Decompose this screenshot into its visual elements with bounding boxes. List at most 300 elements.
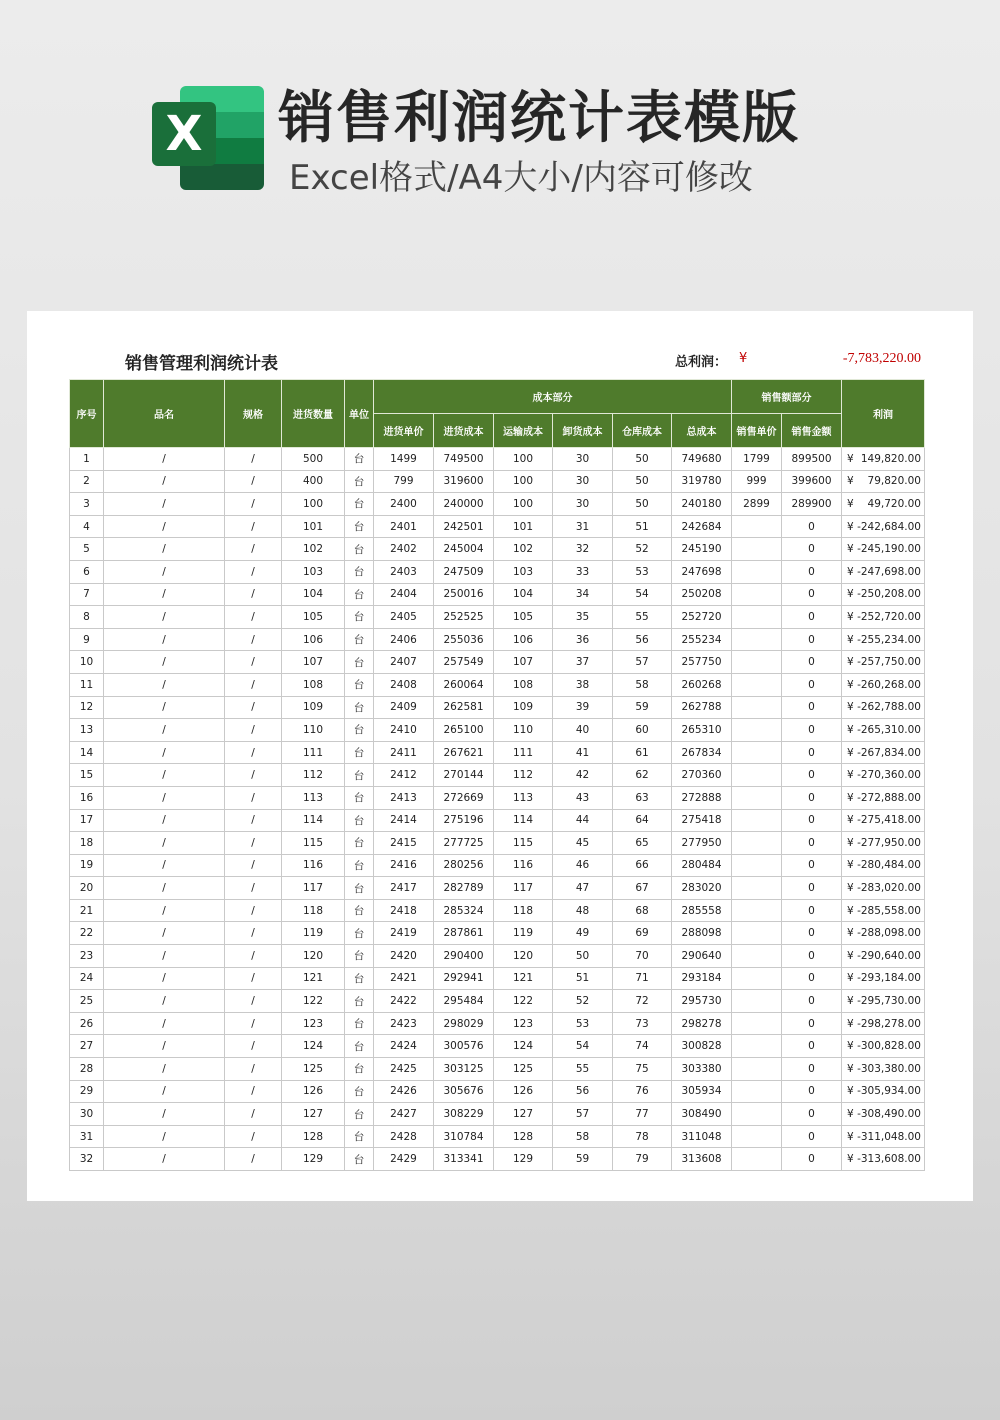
cell-name[interactable]: / bbox=[104, 1125, 225, 1148]
cell-name[interactable]: / bbox=[104, 967, 225, 990]
cell-sale-price[interactable] bbox=[732, 1035, 782, 1058]
cell-total-cost[interactable]: 303380 bbox=[672, 1058, 732, 1081]
cell-unload-cost[interactable]: 54 bbox=[553, 1035, 613, 1058]
cell-unit[interactable]: 台 bbox=[345, 470, 374, 493]
cell-seq[interactable]: 11 bbox=[70, 673, 104, 696]
cell-unit[interactable]: 台 bbox=[345, 832, 374, 855]
cell-qty[interactable]: 120 bbox=[282, 945, 345, 968]
cell-profit[interactable] bbox=[842, 967, 925, 990]
cell-spec[interactable]: / bbox=[225, 809, 282, 832]
cell-purchase-cost[interactable]: 319600 bbox=[434, 470, 494, 493]
cell-seq[interactable]: 22 bbox=[70, 922, 104, 945]
cell-seq[interactable]: 6 bbox=[70, 560, 104, 583]
cell-total-cost[interactable]: 265310 bbox=[672, 719, 732, 742]
cell-seq[interactable]: 10 bbox=[70, 651, 104, 674]
cell-profit[interactable] bbox=[842, 832, 925, 855]
cell-transport-cost[interactable]: 128 bbox=[494, 1125, 553, 1148]
cell-name[interactable]: / bbox=[104, 448, 225, 471]
cell-transport-cost[interactable]: 124 bbox=[494, 1035, 553, 1058]
cell-purchase-cost[interactable]: 277725 bbox=[434, 832, 494, 855]
cell-profit[interactable] bbox=[842, 470, 925, 493]
cell-total-cost[interactable]: 285558 bbox=[672, 899, 732, 922]
cell-sale-amount[interactable]: 0 bbox=[782, 1103, 842, 1126]
cell-spec[interactable]: / bbox=[225, 673, 282, 696]
cell-seq[interactable]: 21 bbox=[70, 899, 104, 922]
cell-purchase-cost[interactable]: 247509 bbox=[434, 560, 494, 583]
cell-unload-cost[interactable]: 32 bbox=[553, 538, 613, 561]
cell-spec[interactable]: / bbox=[225, 1012, 282, 1035]
cell-spec[interactable]: / bbox=[225, 515, 282, 538]
cell-transport-cost[interactable]: 104 bbox=[494, 583, 553, 606]
cell-purchase-cost[interactable]: 313341 bbox=[434, 1148, 494, 1171]
cell-sale-amount[interactable]: 0 bbox=[782, 719, 842, 742]
cell-name[interactable]: / bbox=[104, 786, 225, 809]
cell-unit-price[interactable]: 2417 bbox=[374, 877, 434, 900]
cell-total-cost[interactable]: 290640 bbox=[672, 945, 732, 968]
cell-unit-price[interactable]: 2419 bbox=[374, 922, 434, 945]
cell-unload-cost[interactable]: 41 bbox=[553, 741, 613, 764]
cell-seq[interactable]: 23 bbox=[70, 945, 104, 968]
cell-name[interactable]: / bbox=[104, 651, 225, 674]
cell-name[interactable]: / bbox=[104, 1012, 225, 1035]
cell-transport-cost[interactable]: 102 bbox=[494, 538, 553, 561]
cell-spec[interactable]: / bbox=[225, 560, 282, 583]
cell-qty[interactable]: 125 bbox=[282, 1058, 345, 1081]
cell-spec[interactable]: / bbox=[225, 899, 282, 922]
cell-unload-cost[interactable]: 44 bbox=[553, 809, 613, 832]
cell-qty[interactable]: 103 bbox=[282, 560, 345, 583]
cell-total-cost[interactable]: 275418 bbox=[672, 809, 732, 832]
cell-name[interactable]: / bbox=[104, 922, 225, 945]
cell-sale-price[interactable] bbox=[732, 764, 782, 787]
cell-name[interactable]: / bbox=[104, 764, 225, 787]
cell-seq[interactable]: 14 bbox=[70, 741, 104, 764]
cell-profit[interactable] bbox=[842, 764, 925, 787]
cell-unload-cost[interactable]: 52 bbox=[553, 990, 613, 1013]
cell-qty[interactable]: 101 bbox=[282, 515, 345, 538]
cell-total-cost[interactable]: 270360 bbox=[672, 764, 732, 787]
cell-storage-cost[interactable]: 60 bbox=[613, 719, 672, 742]
cell-total-cost[interactable]: 242684 bbox=[672, 515, 732, 538]
cell-total-cost[interactable]: 305934 bbox=[672, 1080, 732, 1103]
cell-name[interactable]: / bbox=[104, 538, 225, 561]
cell-purchase-cost[interactable]: 257549 bbox=[434, 651, 494, 674]
cell-unload-cost[interactable]: 38 bbox=[553, 673, 613, 696]
cell-storage-cost[interactable]: 62 bbox=[613, 764, 672, 787]
cell-sale-price[interactable] bbox=[732, 1148, 782, 1171]
cell-unit[interactable]: 台 bbox=[345, 1058, 374, 1081]
cell-unload-cost[interactable]: 42 bbox=[553, 764, 613, 787]
cell-profit[interactable] bbox=[842, 945, 925, 968]
cell-unit-price[interactable]: 2428 bbox=[374, 1125, 434, 1148]
cell-name[interactable]: / bbox=[104, 1080, 225, 1103]
cell-total-cost[interactable]: 288098 bbox=[672, 922, 732, 945]
cell-unit-price[interactable]: 2427 bbox=[374, 1103, 434, 1126]
cell-purchase-cost[interactable]: 240000 bbox=[434, 493, 494, 516]
cell-sale-price[interactable] bbox=[732, 990, 782, 1013]
cell-qty[interactable]: 500 bbox=[282, 448, 345, 471]
cell-purchase-cost[interactable]: 290400 bbox=[434, 945, 494, 968]
cell-spec[interactable]: / bbox=[225, 470, 282, 493]
cell-unload-cost[interactable]: 33 bbox=[553, 560, 613, 583]
cell-storage-cost[interactable]: 54 bbox=[613, 583, 672, 606]
cell-name[interactable]: / bbox=[104, 1148, 225, 1171]
cell-qty[interactable]: 119 bbox=[282, 922, 345, 945]
cell-total-cost[interactable]: 257750 bbox=[672, 651, 732, 674]
cell-unload-cost[interactable]: 55 bbox=[553, 1058, 613, 1081]
cell-unit-price[interactable]: 2420 bbox=[374, 945, 434, 968]
cell-transport-cost[interactable]: 123 bbox=[494, 1012, 553, 1035]
cell-storage-cost[interactable]: 63 bbox=[613, 786, 672, 809]
cell-transport-cost[interactable]: 127 bbox=[494, 1103, 553, 1126]
cell-sale-amount[interactable]: 0 bbox=[782, 922, 842, 945]
cell-unit[interactable]: 台 bbox=[345, 854, 374, 877]
cell-unit-price[interactable]: 2426 bbox=[374, 1080, 434, 1103]
cell-total-cost[interactable]: 245190 bbox=[672, 538, 732, 561]
cell-qty[interactable]: 102 bbox=[282, 538, 345, 561]
cell-unload-cost[interactable]: 36 bbox=[553, 628, 613, 651]
cell-transport-cost[interactable]: 105 bbox=[494, 606, 553, 629]
cell-sale-amount[interactable]: 0 bbox=[782, 696, 842, 719]
cell-transport-cost[interactable]: 126 bbox=[494, 1080, 553, 1103]
cell-name[interactable]: / bbox=[104, 832, 225, 855]
cell-spec[interactable]: / bbox=[225, 922, 282, 945]
cell-spec[interactable]: / bbox=[225, 628, 282, 651]
cell-sale-amount[interactable]: 0 bbox=[782, 651, 842, 674]
cell-sale-amount[interactable]: 0 bbox=[782, 967, 842, 990]
cell-sale-price[interactable] bbox=[732, 854, 782, 877]
cell-transport-cost[interactable]: 100 bbox=[494, 470, 553, 493]
cell-sale-price[interactable] bbox=[732, 719, 782, 742]
cell-storage-cost[interactable]: 79 bbox=[613, 1148, 672, 1171]
cell-storage-cost[interactable]: 71 bbox=[613, 967, 672, 990]
cell-total-cost[interactable]: 295730 bbox=[672, 990, 732, 1013]
cell-total-cost[interactable]: 272888 bbox=[672, 786, 732, 809]
cell-name[interactable]: / bbox=[104, 990, 225, 1013]
cell-seq[interactable]: 18 bbox=[70, 832, 104, 855]
cell-unit[interactable]: 台 bbox=[345, 764, 374, 787]
cell-sale-price[interactable] bbox=[732, 832, 782, 855]
cell-unit[interactable]: 台 bbox=[345, 1125, 374, 1148]
cell-unload-cost[interactable]: 56 bbox=[553, 1080, 613, 1103]
cell-seq[interactable]: 3 bbox=[70, 493, 104, 516]
cell-sale-price[interactable]: 999 bbox=[732, 470, 782, 493]
cell-unit-price[interactable]: 2412 bbox=[374, 764, 434, 787]
cell-sale-price[interactable] bbox=[732, 741, 782, 764]
cell-seq[interactable]: 32 bbox=[70, 1148, 104, 1171]
cell-sale-amount[interactable]: 0 bbox=[782, 945, 842, 968]
cell-unit[interactable]: 台 bbox=[345, 786, 374, 809]
cell-transport-cost[interactable]: 120 bbox=[494, 945, 553, 968]
cell-seq[interactable]: 5 bbox=[70, 538, 104, 561]
cell-seq[interactable]: 15 bbox=[70, 764, 104, 787]
cell-transport-cost[interactable]: 103 bbox=[494, 560, 553, 583]
cell-sale-amount[interactable]: 0 bbox=[782, 786, 842, 809]
cell-transport-cost[interactable]: 110 bbox=[494, 719, 553, 742]
cell-qty[interactable]: 115 bbox=[282, 832, 345, 855]
cell-transport-cost[interactable]: 111 bbox=[494, 741, 553, 764]
cell-transport-cost[interactable]: 114 bbox=[494, 809, 553, 832]
cell-spec[interactable]: / bbox=[225, 651, 282, 674]
cell-total-cost[interactable]: 298278 bbox=[672, 1012, 732, 1035]
cell-unit-price[interactable]: 2403 bbox=[374, 560, 434, 583]
cell-profit[interactable] bbox=[842, 538, 925, 561]
cell-transport-cost[interactable]: 121 bbox=[494, 967, 553, 990]
cell-sale-price[interactable] bbox=[732, 877, 782, 900]
cell-unit-price[interactable]: 2414 bbox=[374, 809, 434, 832]
cell-purchase-cost[interactable]: 270144 bbox=[434, 764, 494, 787]
cell-seq[interactable]: 29 bbox=[70, 1080, 104, 1103]
cell-purchase-cost[interactable]: 303125 bbox=[434, 1058, 494, 1081]
cell-name[interactable]: / bbox=[104, 877, 225, 900]
cell-spec[interactable]: / bbox=[225, 832, 282, 855]
cell-unit-price[interactable]: 2413 bbox=[374, 786, 434, 809]
cell-unload-cost[interactable]: 30 bbox=[553, 493, 613, 516]
cell-purchase-cost[interactable]: 242501 bbox=[434, 515, 494, 538]
cell-profit[interactable] bbox=[842, 1035, 925, 1058]
cell-unit-price[interactable]: 2408 bbox=[374, 673, 434, 696]
cell-spec[interactable]: / bbox=[225, 606, 282, 629]
cell-transport-cost[interactable]: 125 bbox=[494, 1058, 553, 1081]
cell-seq[interactable]: 26 bbox=[70, 1012, 104, 1035]
cell-storage-cost[interactable]: 73 bbox=[613, 1012, 672, 1035]
cell-storage-cost[interactable]: 68 bbox=[613, 899, 672, 922]
cell-transport-cost[interactable]: 108 bbox=[494, 673, 553, 696]
cell-unit[interactable]: 台 bbox=[345, 945, 374, 968]
cell-storage-cost[interactable]: 50 bbox=[613, 448, 672, 471]
cell-qty[interactable]: 116 bbox=[282, 854, 345, 877]
cell-sale-amount[interactable]: 0 bbox=[782, 583, 842, 606]
cell-profit[interactable] bbox=[842, 922, 925, 945]
cell-unit[interactable]: 台 bbox=[345, 1103, 374, 1126]
cell-unload-cost[interactable]: 57 bbox=[553, 1103, 613, 1126]
cell-unit[interactable]: 台 bbox=[345, 493, 374, 516]
cell-seq[interactable]: 20 bbox=[70, 877, 104, 900]
cell-name[interactable]: / bbox=[104, 1058, 225, 1081]
cell-qty[interactable]: 108 bbox=[282, 673, 345, 696]
cell-unit[interactable]: 台 bbox=[345, 1012, 374, 1035]
cell-storage-cost[interactable]: 65 bbox=[613, 832, 672, 855]
cell-sale-amount[interactable]: 0 bbox=[782, 854, 842, 877]
cell-seq[interactable]: 4 bbox=[70, 515, 104, 538]
cell-purchase-cost[interactable]: 267621 bbox=[434, 741, 494, 764]
cell-purchase-cost[interactable]: 260064 bbox=[434, 673, 494, 696]
cell-spec[interactable]: / bbox=[225, 854, 282, 877]
cell-purchase-cost[interactable]: 245004 bbox=[434, 538, 494, 561]
cell-qty[interactable]: 114 bbox=[282, 809, 345, 832]
cell-unload-cost[interactable]: 47 bbox=[553, 877, 613, 900]
cell-sale-amount[interactable]: 0 bbox=[782, 764, 842, 787]
cell-unit[interactable]: 台 bbox=[345, 696, 374, 719]
cell-sale-price[interactable] bbox=[732, 1125, 782, 1148]
cell-name[interactable]: / bbox=[104, 696, 225, 719]
cell-unload-cost[interactable]: 40 bbox=[553, 719, 613, 742]
cell-seq[interactable]: 8 bbox=[70, 606, 104, 629]
cell-unit[interactable]: 台 bbox=[345, 673, 374, 696]
cell-seq[interactable]: 9 bbox=[70, 628, 104, 651]
cell-qty[interactable]: 118 bbox=[282, 899, 345, 922]
cell-unload-cost[interactable]: 35 bbox=[553, 606, 613, 629]
cell-transport-cost[interactable]: 117 bbox=[494, 877, 553, 900]
cell-profit[interactable] bbox=[842, 809, 925, 832]
cell-name[interactable]: / bbox=[104, 854, 225, 877]
cell-sale-amount[interactable]: 0 bbox=[782, 877, 842, 900]
cell-unit[interactable]: 台 bbox=[345, 1035, 374, 1058]
cell-name[interactable]: / bbox=[104, 945, 225, 968]
cell-unload-cost[interactable]: 59 bbox=[553, 1148, 613, 1171]
cell-total-cost[interactable]: 262788 bbox=[672, 696, 732, 719]
cell-storage-cost[interactable]: 70 bbox=[613, 945, 672, 968]
cell-spec[interactable]: / bbox=[225, 538, 282, 561]
cell-sale-price[interactable]: 1799 bbox=[732, 448, 782, 471]
cell-qty[interactable]: 129 bbox=[282, 1148, 345, 1171]
cell-unit[interactable]: 台 bbox=[345, 515, 374, 538]
cell-purchase-cost[interactable]: 310784 bbox=[434, 1125, 494, 1148]
cell-qty[interactable]: 109 bbox=[282, 696, 345, 719]
cell-spec[interactable]: / bbox=[225, 696, 282, 719]
cell-spec[interactable]: / bbox=[225, 1125, 282, 1148]
cell-unit[interactable]: 台 bbox=[345, 899, 374, 922]
cell-name[interactable]: / bbox=[104, 899, 225, 922]
cell-transport-cost[interactable]: 118 bbox=[494, 899, 553, 922]
cell-total-cost[interactable]: 250208 bbox=[672, 583, 732, 606]
cell-sale-price[interactable] bbox=[732, 1080, 782, 1103]
cell-total-cost[interactable]: 311048 bbox=[672, 1125, 732, 1148]
cell-unit-price[interactable]: 2404 bbox=[374, 583, 434, 606]
cell-sale-amount[interactable]: 0 bbox=[782, 990, 842, 1013]
cell-unit-price[interactable]: 2416 bbox=[374, 854, 434, 877]
cell-profit[interactable] bbox=[842, 493, 925, 516]
cell-profit[interactable] bbox=[842, 1103, 925, 1126]
cell-total-cost[interactable]: 280484 bbox=[672, 854, 732, 877]
cell-qty[interactable]: 400 bbox=[282, 470, 345, 493]
cell-purchase-cost[interactable]: 308229 bbox=[434, 1103, 494, 1126]
cell-sale-price[interactable] bbox=[732, 786, 782, 809]
cell-storage-cost[interactable]: 56 bbox=[613, 628, 672, 651]
cell-unit-price[interactable]: 2411 bbox=[374, 741, 434, 764]
cell-unload-cost[interactable]: 45 bbox=[553, 832, 613, 855]
cell-sale-price[interactable] bbox=[732, 922, 782, 945]
cell-sale-price[interactable] bbox=[732, 1012, 782, 1035]
cell-spec[interactable]: / bbox=[225, 448, 282, 471]
cell-purchase-cost[interactable]: 272669 bbox=[434, 786, 494, 809]
cell-spec[interactable]: / bbox=[225, 1080, 282, 1103]
cell-profit[interactable] bbox=[842, 606, 925, 629]
cell-profit[interactable] bbox=[842, 877, 925, 900]
cell-transport-cost[interactable]: 106 bbox=[494, 628, 553, 651]
cell-profit[interactable] bbox=[842, 899, 925, 922]
cell-unit-price[interactable]: 2415 bbox=[374, 832, 434, 855]
cell-sale-amount[interactable]: 0 bbox=[782, 673, 842, 696]
cell-qty[interactable]: 100 bbox=[282, 493, 345, 516]
cell-unload-cost[interactable]: 51 bbox=[553, 967, 613, 990]
cell-sale-price[interactable] bbox=[732, 1103, 782, 1126]
cell-total-cost[interactable]: 260268 bbox=[672, 673, 732, 696]
cell-purchase-cost[interactable]: 295484 bbox=[434, 990, 494, 1013]
cell-qty[interactable]: 113 bbox=[282, 786, 345, 809]
cell-storage-cost[interactable]: 55 bbox=[613, 606, 672, 629]
cell-profit[interactable] bbox=[842, 854, 925, 877]
cell-seq[interactable]: 16 bbox=[70, 786, 104, 809]
cell-total-cost[interactable]: 313608 bbox=[672, 1148, 732, 1171]
cell-profit[interactable] bbox=[842, 1125, 925, 1148]
cell-seq[interactable]: 7 bbox=[70, 583, 104, 606]
cell-unload-cost[interactable]: 48 bbox=[553, 899, 613, 922]
cell-seq[interactable]: 13 bbox=[70, 719, 104, 742]
cell-storage-cost[interactable]: 59 bbox=[613, 696, 672, 719]
cell-unit[interactable]: 台 bbox=[345, 448, 374, 471]
cell-sale-amount[interactable]: 0 bbox=[782, 560, 842, 583]
cell-total-cost[interactable]: 267834 bbox=[672, 741, 732, 764]
cell-qty[interactable]: 127 bbox=[282, 1103, 345, 1126]
cell-qty[interactable]: 121 bbox=[282, 967, 345, 990]
cell-spec[interactable]: / bbox=[225, 493, 282, 516]
cell-profit[interactable] bbox=[842, 651, 925, 674]
cell-transport-cost[interactable]: 129 bbox=[494, 1148, 553, 1171]
cell-sale-amount[interactable]: 0 bbox=[782, 1125, 842, 1148]
cell-name[interactable]: / bbox=[104, 673, 225, 696]
cell-transport-cost[interactable]: 109 bbox=[494, 696, 553, 719]
cell-unit[interactable]: 台 bbox=[345, 538, 374, 561]
cell-name[interactable]: / bbox=[104, 1103, 225, 1126]
cell-purchase-cost[interactable]: 255036 bbox=[434, 628, 494, 651]
cell-spec[interactable]: / bbox=[225, 741, 282, 764]
cell-spec[interactable]: / bbox=[225, 764, 282, 787]
cell-profit[interactable] bbox=[842, 515, 925, 538]
cell-unit-price[interactable]: 2421 bbox=[374, 967, 434, 990]
cell-unit[interactable]: 台 bbox=[345, 809, 374, 832]
cell-qty[interactable]: 126 bbox=[282, 1080, 345, 1103]
cell-purchase-cost[interactable]: 265100 bbox=[434, 719, 494, 742]
cell-profit[interactable] bbox=[842, 1148, 925, 1171]
cell-unit[interactable]: 台 bbox=[345, 1148, 374, 1171]
cell-spec[interactable]: / bbox=[225, 945, 282, 968]
cell-unit-price[interactable]: 2422 bbox=[374, 990, 434, 1013]
cell-sale-price[interactable] bbox=[732, 1058, 782, 1081]
cell-sale-price[interactable] bbox=[732, 945, 782, 968]
cell-unload-cost[interactable]: 39 bbox=[553, 696, 613, 719]
cell-total-cost[interactable]: 277950 bbox=[672, 832, 732, 855]
cell-storage-cost[interactable]: 57 bbox=[613, 651, 672, 674]
cell-purchase-cost[interactable]: 749500 bbox=[434, 448, 494, 471]
cell-seq[interactable]: 2 bbox=[70, 470, 104, 493]
cell-sale-amount[interactable]: 0 bbox=[782, 606, 842, 629]
cell-profit[interactable] bbox=[842, 583, 925, 606]
cell-total-cost[interactable]: 240180 bbox=[672, 493, 732, 516]
cell-name[interactable]: / bbox=[104, 1035, 225, 1058]
cell-purchase-cost[interactable]: 250016 bbox=[434, 583, 494, 606]
cell-qty[interactable]: 107 bbox=[282, 651, 345, 674]
cell-sale-price[interactable] bbox=[732, 809, 782, 832]
cell-sale-amount[interactable]: 0 bbox=[782, 809, 842, 832]
cell-profit[interactable] bbox=[842, 696, 925, 719]
cell-name[interactable]: / bbox=[104, 809, 225, 832]
cell-total-cost[interactable]: 283020 bbox=[672, 877, 732, 900]
cell-qty[interactable]: 104 bbox=[282, 583, 345, 606]
cell-unload-cost[interactable]: 49 bbox=[553, 922, 613, 945]
cell-seq[interactable]: 19 bbox=[70, 854, 104, 877]
cell-unit-price[interactable]: 2418 bbox=[374, 899, 434, 922]
cell-spec[interactable]: / bbox=[225, 1035, 282, 1058]
cell-purchase-cost[interactable]: 298029 bbox=[434, 1012, 494, 1035]
cell-total-cost[interactable]: 300828 bbox=[672, 1035, 732, 1058]
cell-unload-cost[interactable]: 31 bbox=[553, 515, 613, 538]
cell-profit[interactable] bbox=[842, 719, 925, 742]
cell-spec[interactable]: / bbox=[225, 786, 282, 809]
cell-sale-price[interactable]: 2899 bbox=[732, 493, 782, 516]
cell-seq[interactable]: 28 bbox=[70, 1058, 104, 1081]
cell-unload-cost[interactable]: 53 bbox=[553, 1012, 613, 1035]
